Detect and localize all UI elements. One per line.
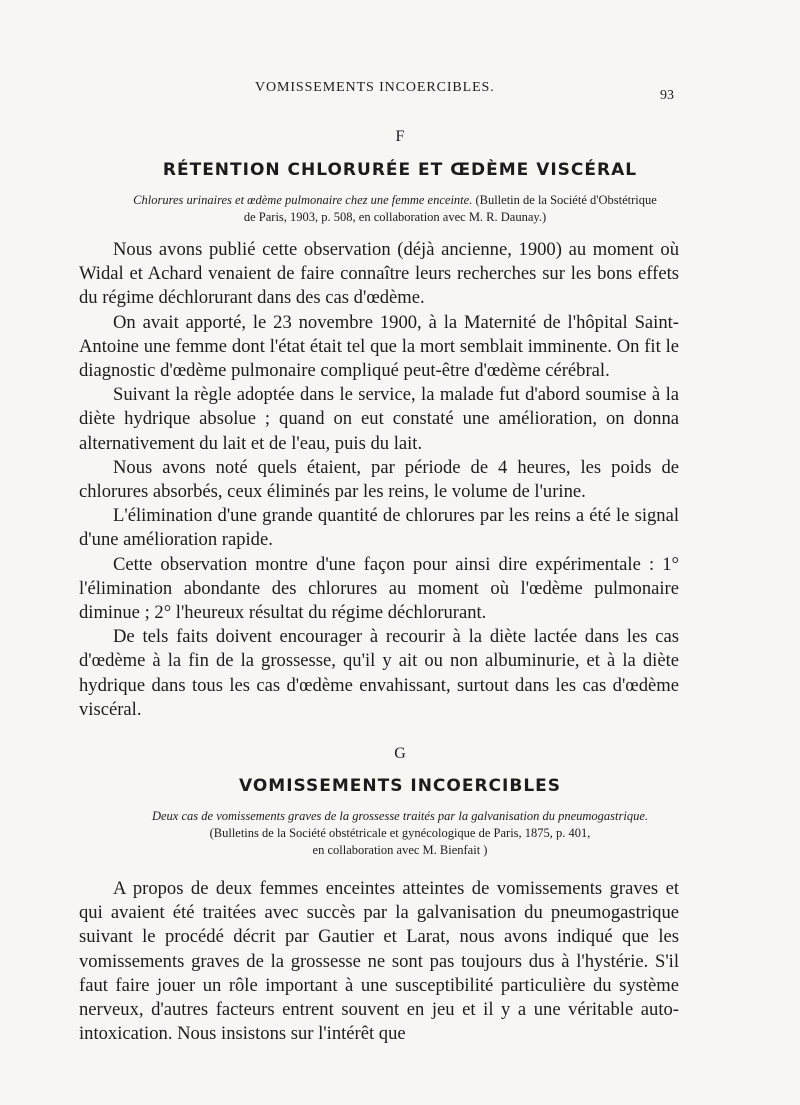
section-g-letter: G: [394, 745, 406, 762]
paragraph: Cette observation montre d'une façon pour ainsi dire expérimentale : 1° l'élimination abondante des chlorures au moment où l'œdème pulmonaire diminue ; 2° l'heureux résultat du régime déchlorurant.: [79, 553, 679, 624]
section-g-title: VOMISSEMENTS INCOERCIBLES: [238, 776, 562, 796]
section-g-reference: [75, 808, 725, 859]
section-f-letter: F: [395, 128, 405, 145]
paragraph: Nous avons publié cette observation (déjà ancienne, 1900) au moment où Widal et Achard venaient de faire connaître leurs recherches sur les bons effets du régime déchlorurant dans des cas d'œdème.: [79, 239, 679, 309]
section-g-ref-line3: en collaboration avec M. Bienfait ): [312, 843, 488, 857]
running-title: VOMISSEMENTS INCOERCIBLES.: [255, 80, 495, 95]
paragraph: On avait apporté, le 23 novembre 1900, à la Maternité de l'hôpital Saint-Antoine une femme dont l'état était tel que la mort semblait imminente. On fit le diagnostic d'œdème pulmonaire compliqué peut-être d'œdème cérébral.: [79, 311, 679, 382]
page-number: 93: [660, 88, 674, 103]
section-f-ref-line2: de Paris, 1903, p. 508, en collaboration avec M. R. Daunay.): [243, 210, 547, 224]
paragraph: L'élimination d'une grande quantité de chlorures par les reins a été le signal d'une amélioration rapide.: [79, 505, 679, 551]
section-f-title: RÉTENTION CHLORURÉE ET ŒDÈME VISCÉRAL: [162, 160, 638, 180]
section-g-ref-title: Deux cas de vomissements graves de la grossesse traités par la galvanisation du pneumogastrique.: [151, 809, 648, 823]
paragraph: De tels faits doivent encourager à recourir à la diète lactée dans les cas d'œdème à la fin de la grossesse, qu'il y ait ou non albuminurie, et à la diète hydrique dans tous les cas d'œdème envahissant, surtout dans les cas d'œdème viscéral.: [79, 626, 679, 720]
paragraph: Suivant la règle adoptée dans le service, la malade fut d'abord soumise à la diète hydrique absolue ; quand on eut constaté une amélioration, on donna alternativement du lait et de l'eau, puis du lait.: [79, 384, 679, 454]
section-f-ref-title: Chlorures urinaires et œdème pulmonaire chez une femme enceinte.: [133, 193, 473, 207]
section-f-ref-source: (Bulletin de la Société d'Obstétrique: [475, 193, 657, 207]
paragraph: A propos de deux femmes enceintes atteintes de vomissements graves et qui avaient été traitées avec succès par la galvanisation du pneumogastrique suivant le procédé décrit par Gautier et Larat, nous avons indiqué que les vomissements graves de la grossesse ne sont pas toujours dus à l'hystérie. S'il faut faire jouer un rôle important à une susceptibilité particulière du système nerveux, d'autres facteurs entrent souvent en jeu et il y a une véritable auto-intoxication. Nous insistons sur l'intérêt que: [79, 878, 679, 1045]
section-g-ref-line2: (Bulletins de la Société obstétricale et gynécologique de Paris, 1875, p. 401,: [209, 826, 591, 840]
section-g-body: [79, 877, 679, 1046]
section-f-body: [79, 238, 679, 722]
paragraph: Nous avons noté quels étaient, par période de 4 heures, les poids de chlorures absorbés, ceux éliminés par les reins, le volume de l'urine.: [79, 456, 679, 503]
section-f-reference: [75, 192, 715, 226]
